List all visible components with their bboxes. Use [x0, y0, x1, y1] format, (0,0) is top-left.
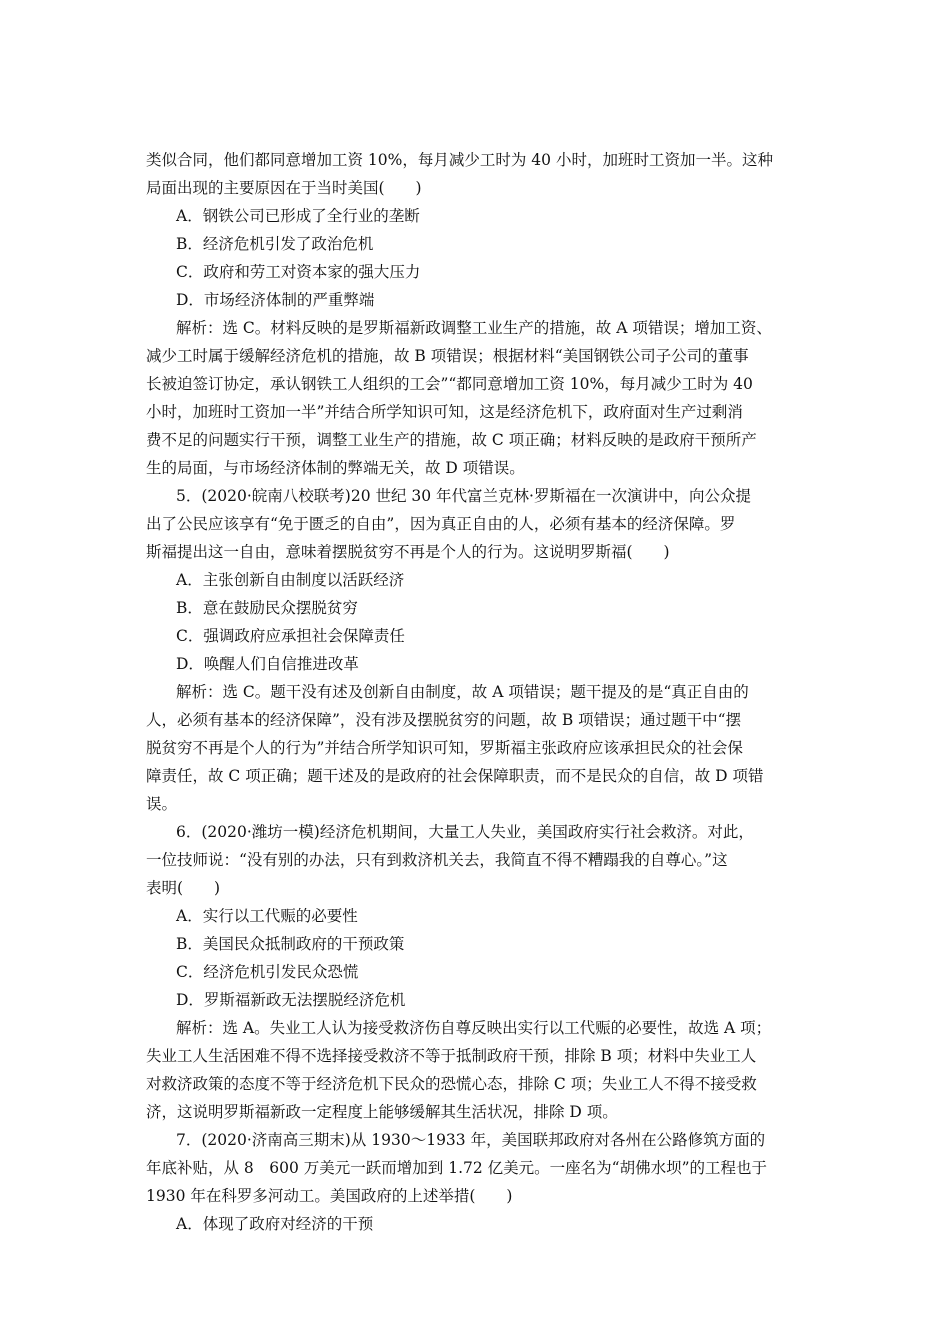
option-b: B．意在鼓励民众摆脱贫穷 [176, 599, 358, 617]
question-stem-line: 一位技师说：“没有别的办法，只有到救济机关去，我简直不得不糟蹋我的自尊心。”这 [146, 851, 728, 869]
analysis-line: 误。 [146, 795, 178, 813]
option-a: A．体现了政府对经济的干预 [176, 1215, 374, 1233]
analysis-line: 济，这说明罗斯福新政一定程度上能够缓解其生活状况，排除 D 项。 [146, 1103, 618, 1121]
option-d: D．市场经济体制的严重弊端 [176, 291, 375, 309]
option-d: D．唤醒人们自信推进改革 [176, 655, 359, 673]
question-6 [146, 818, 816, 1126]
question-stem-line: 年底补贴，从 8 600 万美元一跃而增加到 1.72 亿美元。一座名为“胡佛水坝”的工程也于 [146, 1159, 768, 1177]
question-stem-line: 6．(2020·潍坊一模)经济危机期间，大量工人失业，美国政府实行社会救济。对此， [176, 823, 754, 841]
option-d: D．罗斯福新政无法摆脱经济危机 [176, 991, 406, 1009]
question-stem-line: 局面出现的主要原因在于当时美国( ) [146, 179, 422, 197]
analysis-line: 小时，加班时工资加一半”并结合所学知识可知，这是经济危机下，政府面对生产过剩消 [146, 403, 743, 421]
option-c: C．政府和劳工对资本家的强大压力 [176, 263, 421, 281]
question-stem-line: 5．(2020·皖南八校联考)20 世纪 30 年代富兰克林·罗斯福在一次演讲中，向公众提 [176, 487, 751, 505]
analysis-line: 费不足的问题实行干预，调整工业生产的措施，故 C 项正确；材料反映的是政府干预所产 [146, 431, 757, 449]
analysis-line: 长被迫签订协定，承认钢铁工人组织的工会”“都同意增加工资 10%，每月减少工时为 40 [146, 375, 753, 393]
analysis-line: 脱贫穷不再是个人的行为”并结合所学知识可知，罗斯福主张政府应该承担民众的社会保 [146, 739, 743, 757]
question-stem-line: 类似合同，他们都同意增加工资 10%，每月减少工时为 40 小时，加班时工资加一半。这种 [146, 151, 773, 169]
analysis-line: 解析：选 C。题干没有述及创新自由制度，故 A 项错误；题干提及的是“真正自由的 [176, 683, 749, 701]
analysis-line: 解析：选 A。失业工人认为接受救济伤自尊反映出实行以工代赈的必要性，故选 A 项； [176, 1019, 772, 1037]
option-a: A．实行以工代赈的必要性 [176, 907, 358, 925]
question-stem-line: 7．(2020·济南高三期末)从 1930～1933 年，美国联邦政府对各州在公路修筑方面的 [176, 1131, 766, 1149]
option-c: C．经济危机引发民众恐慌 [176, 963, 359, 981]
analysis-line: 生的局面，与市场经济体制的弊端无关，故 D 项错误。 [146, 459, 525, 477]
question-stem-line: 斯福提出这一自由，意味着摆脱贫穷不再是个人的行为。这说明罗斯福( ) [146, 543, 670, 561]
analysis-line: 失业工人生活困难不得不选择接受救济不等于抵制政府干预，排除 B 项；材料中失业工人 [146, 1047, 757, 1065]
question-7 [146, 1126, 816, 1238]
analysis-line: 对救济政策的态度不等于经济危机下民众的恐慌心态，排除 C 项；失业工人不得不接受救 [146, 1075, 757, 1093]
option-b: B．美国民众抵制政府的干预政策 [176, 935, 405, 953]
question-5 [146, 482, 816, 818]
analysis-line: 人，必须有基本的经济保障”，没有涉及摆脱贫穷的问题，故 B 项错误；通过题干中“摆 [146, 711, 742, 729]
option-b: B．经济危机引发了政治危机 [176, 235, 374, 253]
option-a: A．主张创新自由制度以活跃经济 [176, 571, 405, 589]
question-4 [146, 146, 816, 482]
question-stem-line: 表明( ) [146, 879, 221, 897]
document-page [146, 146, 816, 1238]
question-stem-line: 1930 年在科罗多河动工。美国政府的上述举措( ) [146, 1187, 513, 1205]
option-c: C．强调政府应承担社会保障责任 [176, 627, 405, 645]
question-stem-line: 出了公民应该享有“免于匮乏的自由”，因为真正自由的人，必须有基本的经济保障。罗 [146, 515, 736, 533]
analysis-line: 减少工时属于缓解经济危机的措施，故 B 项错误；根据材料“美国钢铁公司子公司的董事 [146, 347, 749, 365]
option-a: A．钢铁公司已形成了全行业的垄断 [176, 207, 420, 225]
analysis-line: 障责任，故 C 项正确；题干述及的是政府的社会保障职责，而不是民众的自信，故 D 项错 [146, 767, 764, 785]
analysis-line: 解析：选 C。材料反映的是罗斯福新政调整工业生产的措施，故 A 项错误；增加工资、 [176, 319, 772, 337]
